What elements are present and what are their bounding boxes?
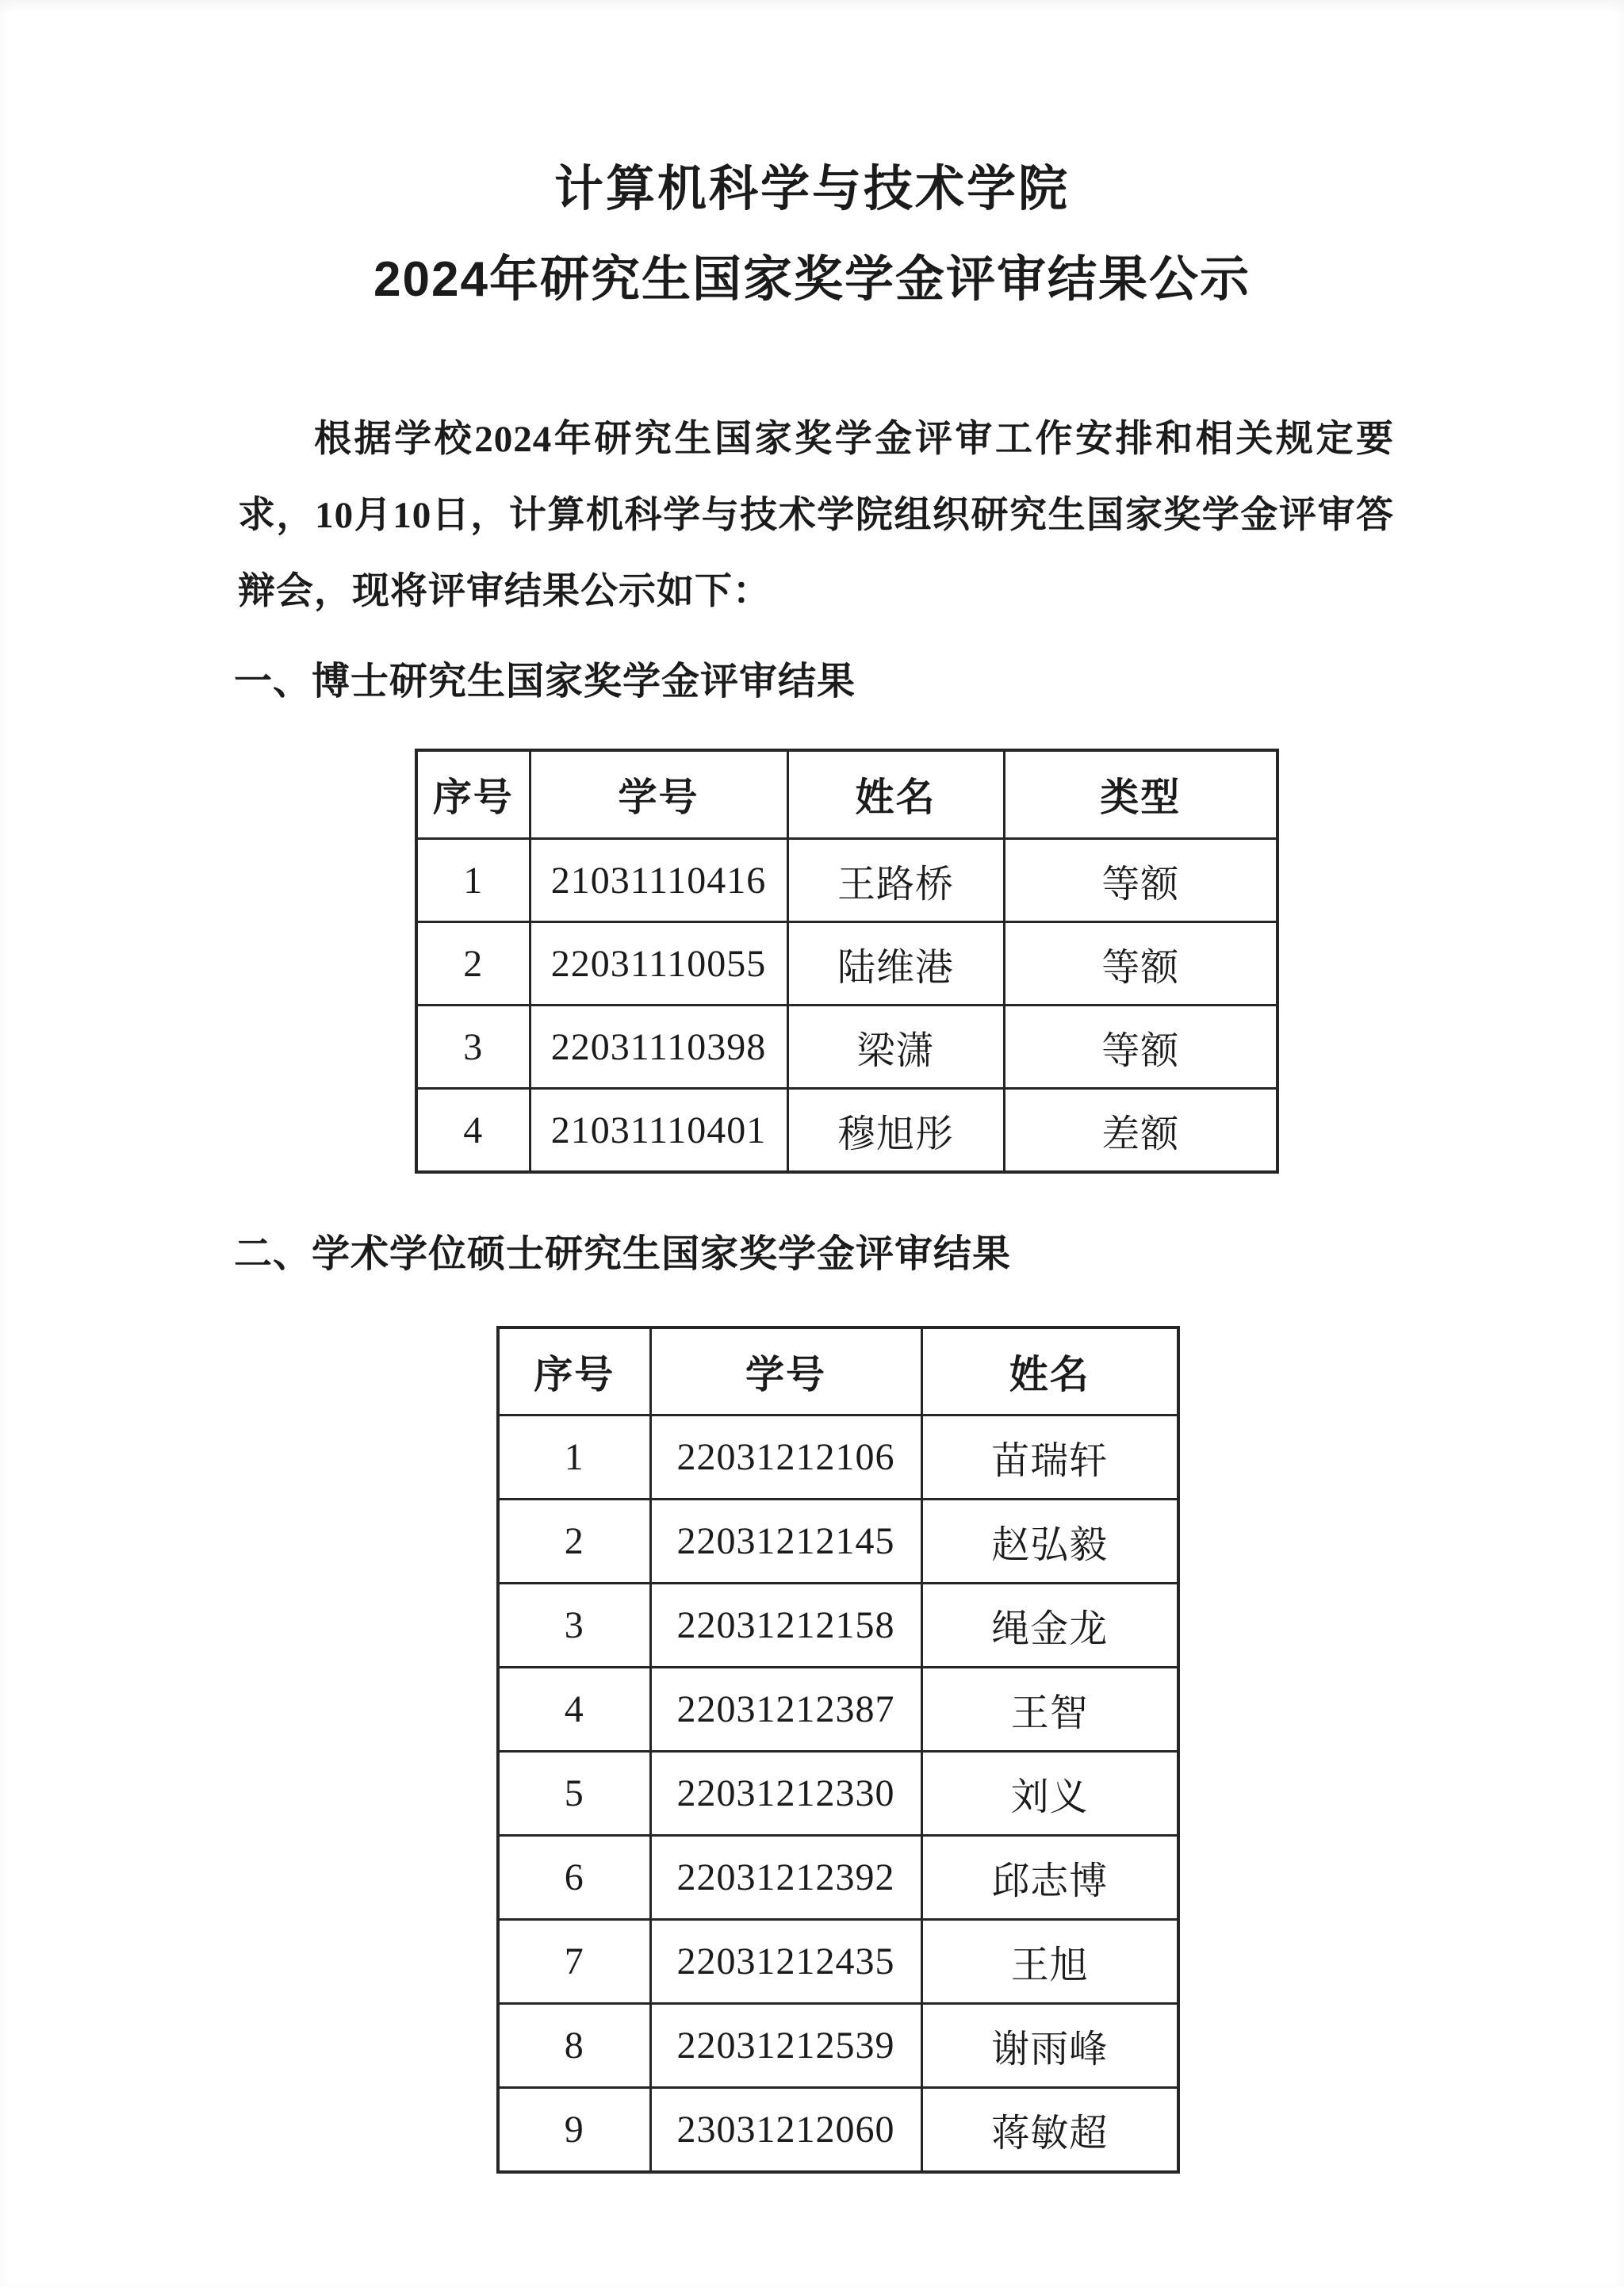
cell-name: 王旭 (921, 1920, 1178, 2004)
intro-paragraph: 根据学校2024年研究生国家奖学金评审工作安排和相关规定要求，10月10日，计算机科学与技术学院组织研究生国家奖学金评审答辩会，现将评审结果公示如下： (238, 419, 1394, 612)
cell-type: 等额 (1004, 839, 1277, 922)
header-cell-name: 姓名 (921, 1327, 1178, 1415)
cell-seq: 6 (498, 1836, 650, 1920)
cell-student-id: 22031212106 (650, 1415, 921, 1500)
cell-seq: 1 (416, 839, 530, 922)
cell-student-id: 22031212387 (650, 1668, 921, 1752)
table-row (416, 1006, 1277, 1089)
cell-seq: 8 (498, 2004, 650, 2088)
header-cell-seq: 序号 (498, 1327, 650, 1415)
table-row (498, 2088, 1178, 2173)
cell-student-id: 22031110055 (530, 922, 787, 1006)
cell-seq: 4 (498, 1668, 650, 1752)
table-row (498, 1668, 1178, 1752)
cell-type: 等额 (1004, 922, 1277, 1006)
cell-name: 邱志博 (921, 1836, 1178, 1920)
table-row (416, 1089, 1277, 1173)
cell-name: 陆维港 (787, 922, 1004, 1006)
cell-student-id: 22031212145 (650, 1500, 921, 1584)
cell-student-id: 21031110416 (530, 839, 787, 922)
header-cell-student-id: 学号 (650, 1327, 921, 1415)
cell-seq: 3 (416, 1006, 530, 1089)
cell-seq: 2 (416, 922, 530, 1006)
cell-student-id: 22031212392 (650, 1836, 921, 1920)
cell-student-id: 22031212330 (650, 1752, 921, 1836)
cell-name: 王路桥 (787, 839, 1004, 922)
cell-name: 苗瑞轩 (921, 1415, 1178, 1500)
section-heading-master: 二、学术学位硕士研究生国家奖学金评审结果 (234, 1233, 1012, 1275)
cell-student-id: 22031212158 (650, 1584, 921, 1668)
cell-student-id: 23031212060 (650, 2088, 921, 2173)
table-row (498, 1500, 1178, 1584)
header-cell-seq: 序号 (416, 750, 530, 839)
cell-type: 等额 (1004, 1006, 1277, 1089)
cell-student-id: 22031212539 (650, 2004, 921, 2088)
cell-name: 梁潇 (787, 1006, 1004, 1089)
header-cell-name: 姓名 (787, 750, 1004, 839)
table-row (498, 2004, 1178, 2088)
section-heading-phd: 一、博士研究生国家奖学金评审结果 (234, 661, 856, 703)
cell-name: 赵弘毅 (921, 1500, 1178, 1584)
master-results-table (496, 1326, 1180, 2174)
cell-seq: 5 (498, 1752, 650, 1836)
cell-seq: 9 (498, 2088, 650, 2173)
cell-seq: 3 (498, 1584, 650, 1668)
table-header-row (498, 1327, 1178, 1415)
table-row (498, 1415, 1178, 1500)
table-row (498, 1836, 1178, 1920)
cell-seq: 2 (498, 1500, 650, 1584)
table-row (416, 922, 1277, 1006)
table-row (498, 1920, 1178, 2004)
header-cell-student-id: 学号 (530, 750, 787, 839)
document-title: 计算机科学与技术学院 (553, 162, 1070, 216)
table-header-row (416, 750, 1277, 839)
table-row (498, 1584, 1178, 1668)
cell-name: 刘义 (921, 1752, 1178, 1836)
cell-type: 差额 (1004, 1089, 1277, 1173)
cell-name: 蒋敏超 (921, 2088, 1178, 2173)
table-row (498, 1752, 1178, 1836)
cell-seq: 7 (498, 1920, 650, 2004)
cell-seq: 1 (498, 1415, 650, 1500)
cell-student-id: 22031212435 (650, 1920, 921, 2004)
table-row (416, 839, 1277, 922)
document-subtitle: 2024年研究生国家奖学金评审结果公示 (373, 252, 1251, 307)
phd-results-table (415, 749, 1279, 1174)
cell-name: 谢雨峰 (921, 2004, 1178, 2088)
cell-name: 王智 (921, 1668, 1178, 1752)
cell-name: 穆旭彤 (787, 1089, 1004, 1173)
cell-name: 绳金龙 (921, 1584, 1178, 1668)
cell-seq: 4 (416, 1089, 530, 1173)
header-cell-type: 类型 (1004, 750, 1277, 839)
cell-student-id: 22031110398 (530, 1006, 787, 1089)
cell-student-id: 21031110401 (530, 1089, 787, 1173)
